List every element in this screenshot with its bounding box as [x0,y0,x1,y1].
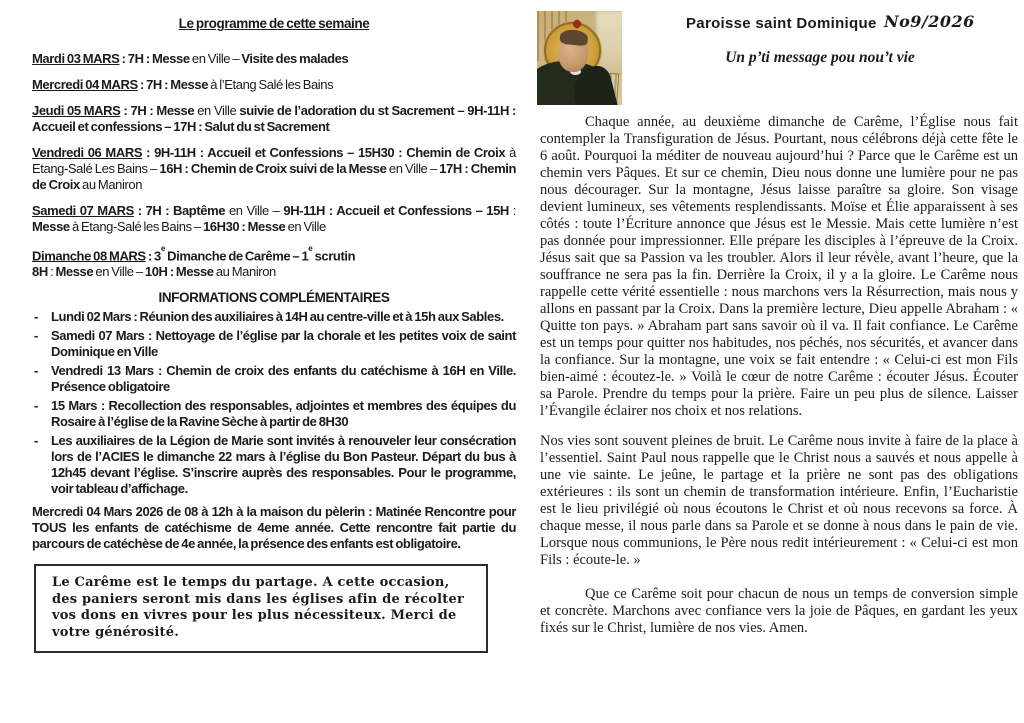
schedule-entry: Jeudi 05 MARS : 7H : Messe en Ville suivie de l’adoration du st Sacrement – 9H-11H : Accueil et confessions – 17H : Salut du st Sacrement [32,103,516,134]
schedule-list [32,51,516,280]
schedule-entry: Vendredi 06 MARS : 9H-11H : Accueil et Confessions – 15H30 : Chemin de Croix à Etang-Salé Les Bains – 16H : Chemin de Croix suivi de la Messe en Ville – 17H : Chemin de Croix au Maniron [32,145,517,192]
info-item: - 15 Mars : Recollection des responsables, adjointes et membres des équipes du Rosaire à l’église de la Ravine Sèche à partir de 8H30 [32,398,516,430]
info-item: - Vendredi 13 Mars : Chemin de croix des enfants du catéchisme à 16H en Ville. Présence obligatoire [32,363,516,395]
info-title: INFORMATIONS COMPLÉMENTAIRES [158,290,390,306]
schedule-entry: Mardi 03 MARS : 7H : Messe en Ville – Visite des malades [32,51,349,66]
parish-title: Paroisse saint Dominique [686,15,877,32]
message-body [540,114,1018,650]
schedule-entry: Mercredi 04 MARS : 7H : Messe à l’Etang Salé les Bains [32,77,334,92]
issue-number: No9/2026 [884,12,975,31]
message-paragraph: Chaque année, au deuxième dimanche de Carême, l’Église nous fait contempler la Transfiguration de Jésus. Pourtant, nous célébrons déjà cette fête le 6 août. Pourquoi la méditer de nouveau aujourd’hui ? Parce que le Carême est un chemin vers Pâques. Et sur ce chemin, Dieu nous donne une lumière pour ne pas nous décourager. Sur la montagne, Jésus laisse paraître sa gloire. Son visage devient lumineux, ses vêtements resplendissants. Moïse et Élie apparaissent à ses côtés : toute l’Écriture annonce que Jésus est le Messie. Mais cette lumière n’est pas donnée pour impressionner. Elle prépare les disciples à l’épreuve de la Croix. Jésus sait que sa Passion va les troubler. Alors il leur révèle, avant l’heure, que la souffrance ne sera pas la fin. Derrière la Croix, il y a la gloire. Le Carême nous rappelle cette vérité essentielle : nous marchons vers la Résurrection, mais nous y allons en passant par la Croix. Dans la première lecture, Dieu appelle Abraham : « Quitte ton pays. » Abraham part sans savoir où il va. Il fait confiance. Le Carême est un temps pour quitter nos habitudes, nos péchés, nos sécurités, et avancer dans la confiance. Sur la montagne, une voix se fait entendre : « Celui-ci est mon Fils bien-aimé : écoutez-le. » Voilà le cœur de notre Carême : écouter Jésus. Écouter sa Parole. Prendre du temps pour la prière. Faire un peu plus de silence. Laisser l’Évangile éclairer nos choix et nos relations. [540,114,1018,419]
careme-box-text: Le Carême est le temps du partage. A cette occasion, des paniers seront mis dans les églises afin de récolter vos dons en vivres pour les plus nécessiteux. Merci de votre générosité. [52,575,465,640]
schedule-entry: Samedi 07 MARS : 7H : Baptême en Ville – 9H-11H : Accueil et Confessions – 15H : Messe à Etang-Salé les Bains – 16H30 : Messe en Ville [32,203,516,234]
info-list [32,309,516,497]
meeting-paragraph: Mercredi 04 Mars 2026 de 08 à 12h à la maison du pèlerin : Matinée Rencontre pour TOUS les enfants de catéchisme de 4eme année. Cette rencontre fait partie du parcours de catéchèse de 4e année, la présence des enfants est obligatoire. [32,504,516,552]
schedule-entry: Dimanche 08 MARS : 3e Dimanche de Carême – 1e scrutin 8H : Messe en Ville – 10H : Messe au Maniron [32,244,356,280]
info-item: - Samedi 07 Mars : Nettoyage de l’église par la chorale et les petites voix de saint Dominique en Ville [32,328,516,360]
saint-dominique-image [537,11,622,105]
left-column [32,16,516,653]
left-column-title [32,16,516,32]
message-paragraph: Nos vies sont souvent pleines de bruit. Le Carême nous invite à faire de la place à l’essentiel. Saint Paul nous rappelle que le Christ nous a sauvés et nous appelle à une vie sainte. Le jeûne, le partage et la prière ne sont pas des obligations extérieures : ils sont un chemin de transformation intérieure. Enfin, l’Eucharistie est le lieu privilégié où nous écoutons le Christ et où nous recevons sa force. À chaque messe, il nous parle dans sa Parole et se donne à nous dans le pain de vie. Lorsque nous communions, le Père nous redit intérieurement : « Celui-ci est mon Fils : écoute-le. » [540,433,1018,568]
info-item: - Les auxiliaires de la Légion de Marie sont invités à renouveler leur consécration lors de l’ACIES le dimanche 22 mars à l’église du Bon Pasteur. Départ du bus à 12h45 devant l’église. S’inscrire auprès des responsables. Pour le programme, voir tableau d’affichage. [32,433,516,497]
message-subtitle: Un p’ti message pou nou’t vie [725,49,915,66]
careme-box [34,564,488,653]
info-item: - Lundi 02 Mars : Réunion des auxiliaires à 14H au centre-ville et à 15h aux Sables. [32,309,516,325]
message-paragraph: Que ce Carême soit pour chacun de nous un temps de conversion simple et concrète. Marchons avec confiance vers la joie de Pâques, en gardant les yeux fixés sur le Christ, lumière de nos vies. Amen. [540,586,1018,636]
left-column-title-text: Le programme de cette semaine [178,16,370,31]
